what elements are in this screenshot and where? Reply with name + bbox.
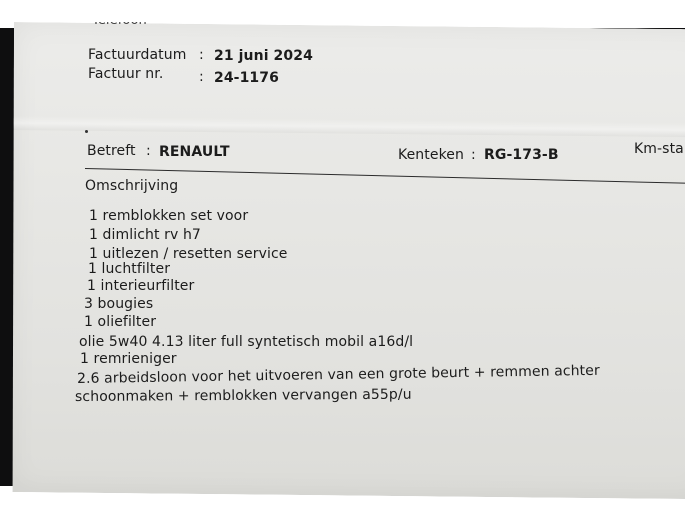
invoice-date-separator: : [199, 47, 204, 63]
license-plate-separator: : [471, 147, 476, 163]
mileage-label: Km-sta [634, 141, 684, 157]
line-item-6: 3 bougies [84, 296, 154, 312]
line-item-8: olie 5w40 4.13 liter full syntetisch mobil a16d/l [79, 334, 414, 350]
line-item-11: schoonmaken + remblokken vervangen a55p/u [74, 386, 412, 405]
line-item-2: 1 dimlicht rv h7 [89, 227, 201, 243]
line-item-10: 2.6 arbeidsloon voor het uitvoeren van een grote beurt + remmen achter [76, 362, 600, 387]
description-heading: Omschrijving [85, 178, 179, 194]
invoice-date-label: Factuurdatum [88, 47, 187, 63]
invoice-number-label: Factuur nr. [88, 66, 164, 82]
line-item-9: 1 remrieniger [80, 351, 177, 367]
paper-fold [13, 116, 685, 137]
license-plate-label: Kenteken [398, 147, 464, 163]
line-item-4: 1 luchtfilter [88, 261, 171, 277]
invoice-number-separator: : [199, 69, 204, 85]
line-item-7: 1 oliefilter [84, 314, 157, 330]
line-item-3: 1 uitlezen / resetten service [89, 246, 288, 262]
subject-value: RENAULT [159, 144, 230, 160]
subject-label: Betreft [87, 143, 136, 159]
line-item-1: 1 remblokken set voor [89, 208, 249, 224]
subject-separator: : [146, 143, 151, 159]
invoice-date-value: 21 juni 2024 [214, 48, 313, 64]
license-plate-value: RG-173-B [484, 147, 559, 163]
invoice-number-value: 24-1176 [214, 70, 279, 86]
line-item-5: 1 interieurfilter [87, 278, 195, 294]
paper-speck [85, 130, 88, 133]
